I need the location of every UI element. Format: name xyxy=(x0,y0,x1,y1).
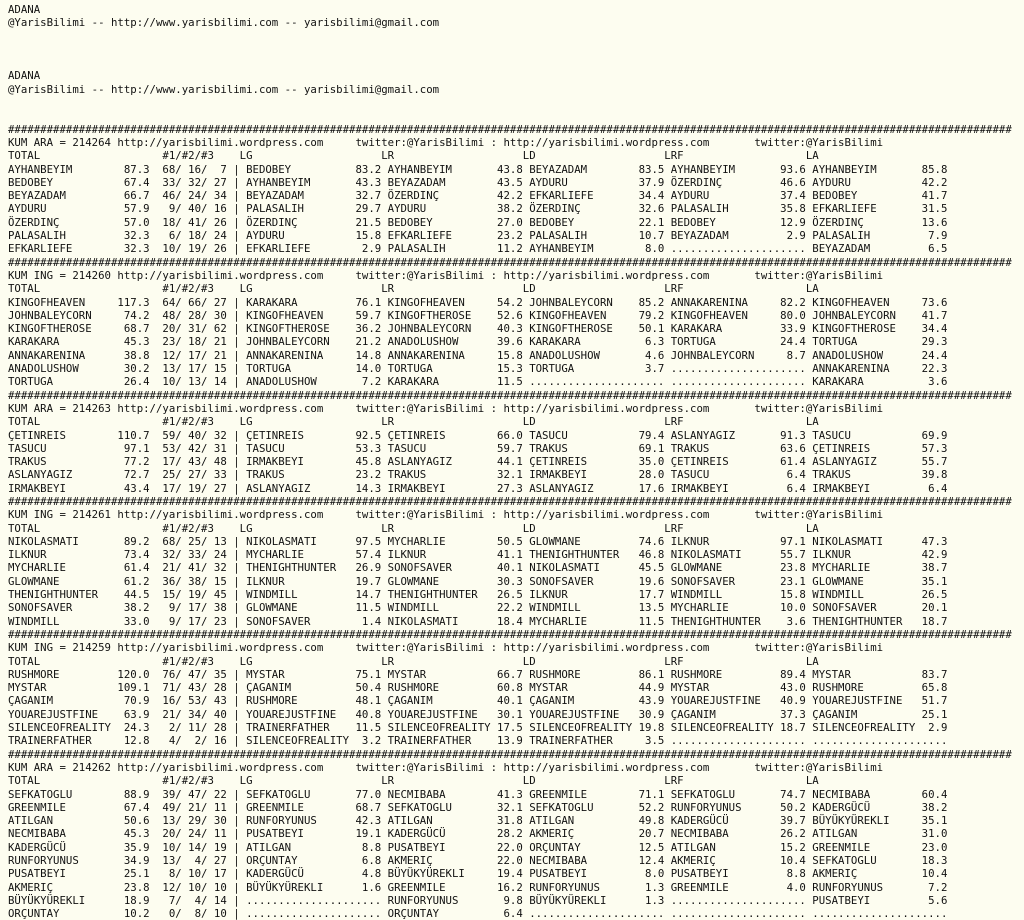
report-line: KUM ARA = 214262 http://yarisbilimi.wordpress.com twitter:@YarisBilimi : http://yarisbilimi.wordpress.com twitter:@YarisBilimi xyxy=(8,760,884,774)
report-line: BEYAZADAM 66.7 46/ 24/ 34 | BEYAZADAM 32.7 ÖZERDINÇ 42.2 EFKARLIEFE 34.4 AYDURU 37.4 BEDOBEY 41.7 xyxy=(8,189,948,203)
report-line: TOTAL #1/#2/#3 LG LR LD LRF LA xyxy=(8,415,819,429)
report-line: KINGOFTHEROSE 68.7 20/ 31/ 62 | KINGOFTHEROSE 36.2 JOHNBALEYCORN 40.3 KINGOFTHEROSE 50.1 KARAKARA 33.9 KINGOFTHEROSE 34.4 xyxy=(8,322,948,336)
report-line: PUSATBEYI 25.1 8/ 10/ 17 | KADERGÜCÜ 4.8 BÜYÜKYÜREKLI 19.4 PUSATBEYI 8.0 PUSATBEYI 8.8 AKMERIÇ 10.4 xyxy=(8,867,948,881)
report-line: TRAINERFATHER 12.8 4/ 2/ 16 | SILENCEOFREALITY 3.2 TRAINERFATHER 13.9 TRAINERFATHER 3.5 ..................... ..................... xyxy=(8,734,948,748)
report-line: TORTUGA 26.4 10/ 13/ 14 | ANADOLUSHOW 7.2 KARAKARA 11.5 ..................... ..................... KARAKARA 3.6 xyxy=(8,375,948,389)
report-line: RUSHMORE 120.0 76/ 47/ 35 | MYSTAR 75.1 MYSTAR 66.7 RUSHMORE 86.1 RUSHMORE 89.4 MYSTAR 83.7 xyxy=(8,667,948,681)
report-line: TOTAL #1/#2/#3 LG LR LD LRF LA xyxy=(8,774,819,788)
report-line: ATILGAN 50.6 13/ 29/ 30 | RUNFORYUNUS 42.3 ATILGAN 31.8 ATILGAN 49.8 KADERGÜCÜ 39.7 BÜYÜKYÜREKLI 35.1 xyxy=(8,814,948,828)
report-line: AYDURU 57.9 9/ 40/ 16 | PALASALIH 29.7 AYDURU 38.2 ÖZERDINÇ 32.6 PALASALIH 35.8 EFKARLIEFE 31.5 xyxy=(8,202,948,216)
report-line: ANADOLUSHOW 30.2 13/ 17/ 15 | TORTUGA 14.0 TORTUGA 15.3 TORTUGA 3.7 ..................... ANNAKARENINA 22.3 xyxy=(8,362,948,376)
report-line xyxy=(8,30,1024,43)
report-line: MYSTAR 109.1 71/ 43/ 28 | ÇAGANIM 50.4 RUSHMORE 60.8 MYSTAR 44.9 MYSTAR 43.0 RUSHMORE 65.8 xyxy=(8,681,948,695)
report-line: ############################################################################################################################################################ xyxy=(8,747,1012,761)
report-line: YOUAREJUSTFINE 63.9 21/ 34/ 40 | YOUAREJUSTFINE 40.8 YOUAREJUSTFINE 30.1 YOUAREJUSTFINE 30.9 ÇAGANIM 37.3 ÇAGANIM 25.1 xyxy=(8,707,948,721)
report-line xyxy=(8,96,1024,109)
report-line: MYCHARLIE 61.4 21/ 41/ 32 | THENIGHTHUNTER 26.9 SONOFSAVER 40.1 NIKOLASMATI 45.5 GLOWMANE 23.8 MYCHARLIE 38.7 xyxy=(8,561,948,575)
report-line: ÇAGANIM 70.9 16/ 53/ 43 | RUSHMORE 48.1 ÇAGANIM 40.1 ÇAGANIM 43.9 YOUAREJUSTFINE 40.9 YOUAREJUSTFINE 51.7 xyxy=(8,694,948,708)
report-line: AKMERIÇ 23.8 12/ 10/ 10 | BÜYÜKYÜREKLI 1.6 GREENMILE 16.2 RUNFORYUNUS 1.3 GREENMILE 4.0 RUNFORYUNUS 7.2 xyxy=(8,880,948,894)
report-line: TOTAL #1/#2/#3 LG LR LD LRF LA xyxy=(8,282,819,296)
report-line: RUNFORYUNUS 34.9 13/ 4/ 27 | ORÇUNTAY 6.8 AKMERIÇ 22.0 NECMIBABA 12.4 AKMERIÇ 10.4 SEFKATOGLU 18.3 xyxy=(8,854,948,867)
report-line: ILKNUR 73.4 32/ 33/ 24 | MYCHARLIE 57.4 ILKNUR 41.1 THENIGHTHUNTER 46.8 NIKOLASMATI 55.7 ILKNUR 42.9 xyxy=(8,548,948,562)
report-line: KARAKARA 45.3 23/ 18/ 21 | JOHNBALEYCORN 21.2 ANADOLUSHOW 39.6 KARAKARA 6.3 TORTUGA 24.4 TORTUGA 29.3 xyxy=(8,335,948,349)
report-line: KUM ARA = 214263 http://yarisbilimi.wordpress.com twitter:@YarisBilimi : http://yarisbilimi.wordpress.com twitter:@YarisBilimi xyxy=(8,401,884,415)
report-line: NIKOLASMATI 89.2 68/ 25/ 13 | NIKOLASMATI 97.5 MYCHARLIE 50.5 GLOWMANE 74.6 ILKNUR 97.1 NIKOLASMATI 47.3 xyxy=(8,534,948,548)
report-line: TOTAL #1/#2/#3 LG LR LD LRF LA xyxy=(8,521,819,535)
report-line: NECMIBABA 45.3 20/ 24/ 11 | PUSATBEYI 19.1 KADERGÜCÜ 28.2 AKMERIÇ 20.7 NECMIBABA 26.2 ATILGAN 31.0 xyxy=(8,827,948,841)
report-line: ############################################################################################################################################################ xyxy=(8,627,1012,641)
report-line: ############################################################################################################################################################ xyxy=(8,494,1012,508)
report-line: ÇETINREIS 110.7 59/ 40/ 32 | ÇETINREIS 92.5 ÇETINREIS 66.0 TASUCU 79.4 ASLANYAGIZ 91.3 TASUCU 69.9 xyxy=(8,428,948,442)
report-line: ############################################################################################################################################################ xyxy=(8,388,1012,402)
report-line: ADANA xyxy=(8,69,41,83)
report-line: KUM ING = 214259 http://yarisbilimi.wordpress.com twitter:@YarisBilimi : http://yarisbilimi.wordpress.com twitter:@YarisBilimi xyxy=(8,641,884,655)
report-line: ASLANYAGIZ 72.7 25/ 27/ 33 | TRAKUS 23.2 TRAKUS 32.1 IRMAKBEYI 28.0 TASUCU 6.4 TRAKUS 39.8 xyxy=(8,468,948,482)
report-line: KUM ARA = 214264 http://yarisbilimi.wordpress.com twitter:@YarisBilimi : http://yarisbilimi.wordpress.com twitter:@YarisBilimi xyxy=(8,135,884,149)
report-line: ANNAKARENINA 38.8 12/ 17/ 21 | ANNAKARENINA 14.8 ANNAKARENINA 15.8 ANADOLUSHOW 4.6 JOHNBALEYCORN 8.7 ANADOLUSHOW 24.4 xyxy=(8,348,948,362)
report-line: @YarisBilimi -- http://www.yarisbilimi.com -- yarisbilimi@gmail.com xyxy=(8,82,440,96)
report-line: @YarisBilimi -- http://www.yarisbilimi.com -- yarisbilimi@gmail.com xyxy=(8,16,440,30)
report-line: SILENCEOFREALITY 24.3 2/ 11/ 28 | TRAINERFATHER 11.5 SILENCEOFREALITY 17.5 SILENCEOFREALITY 19.8 SILENCEOFREALITY 18.7 SILENCEOFREALITY 2.9 xyxy=(8,721,948,735)
report-line: BÜYÜKYÜREKLI 18.9 7/ 4/ 14 | ..................... RUNFORYUNUS 9.8 BÜYÜKYÜREKLI 1.3 ..................... PUSATBEYI 5.6 xyxy=(8,893,948,907)
report-line: SONOFSAVER 38.2 9/ 17/ 38 | GLOWMANE 11.5 WINDMILL 22.2 WINDMILL 13.5 MYCHARLIE 10.0 SONOFSAVER 20.1 xyxy=(8,601,948,615)
report-line: KINGOFHEAVEN 117.3 64/ 66/ 27 | KARAKARA 76.1 KINGOFHEAVEN 54.2 JOHNBALEYCORN 85.2 ANNAKARENINA 82.2 KINGOFHEAVEN 73.6 xyxy=(8,295,948,309)
report-line xyxy=(8,109,1024,122)
report-line: PALASALIH 32.3 6/ 18/ 24 | AYDURU 15.8 EFKARLIEFE 23.2 PALASALIH 10.7 BEYAZADAM 2.9 PALASALIH 7.9 xyxy=(8,229,948,243)
report-line: GREENMILE 67.4 49/ 21/ 11 | GREENMILE 68.7 SEFKATOGLU 32.1 SEFKATOGLU 52.2 RUNFORYUNUS 50.2 KADERGÜCÜ 38.2 xyxy=(8,800,948,814)
report-line: ADANA xyxy=(8,3,41,16)
report-line: EFKARLIEFE 32.3 10/ 19/ 26 | EFKARLIEFE 2.9 PALASALIH 11.2 AYHANBEYIM 8.0 ..................... BEYAZADAM 6.5 xyxy=(8,242,948,256)
report-line: TASUCU 97.1 53/ 42/ 31 | TASUCU 53.3 TASUCU 59.7 TRAKUS 69.1 TRAKUS 63.6 ÇETINREIS 57.3 xyxy=(8,441,948,455)
report-line: KADERGÜCÜ 35.9 10/ 14/ 19 | ATILGAN 8.8 PUSATBEYI 22.0 ORÇUNTAY 12.5 ATILGAN 15.2 GREENMILE 23.0 xyxy=(8,840,948,854)
report-line: JOHNBALEYCORN 74.2 48/ 28/ 30 | KINGOFHEAVEN 59.7 KINGOFTHEROSE 52.6 KINGOFHEAVEN 79.2 KINGOFHEAVEN 80.0 JOHNBALEYCORN 41.7 xyxy=(8,308,948,322)
report-line: IRMAKBEYI 43.4 17/ 19/ 27 | ASLANYAGIZ 14.3 IRMAKBEYI 27.3 ASLANYAGIZ 17.6 IRMAKBEYI 6.4 IRMAKBEYI 6.4 xyxy=(8,481,948,495)
report-line: TOTAL #1/#2/#3 LG LR LD LRF LA xyxy=(8,149,819,163)
report-line: KUM ING = 214260 http://yarisbilimi.wordpress.com twitter:@YarisBilimi : http://yarisbilimi.wordpress.com twitter:@YarisBilimi xyxy=(8,268,884,282)
report-line xyxy=(8,56,1024,69)
report-line: TOTAL #1/#2/#3 LG LR LD LRF LA xyxy=(8,654,819,668)
report-line: BEDOBEY 67.4 33/ 32/ 27 | AYHANBEYIM 43.3 BEYAZADAM 43.5 AYDURU 37.9 ÖZERDINÇ 46.6 AYDURU 42.2 xyxy=(8,175,948,189)
report-line: ORÇUNTAY 10.2 0/ 8/ 10 | ..................... ORÇUNTAY 6.4 ..................... ..................... ..................... xyxy=(8,907,948,920)
report-line: TRAKUS 77.2 17/ 43/ 48 | IRMAKBEYI 45.8 ASLANYAGIZ 44.1 ÇETINREIS 35.0 ÇETINREIS 61.4 ASLANYAGIZ 55.7 xyxy=(8,455,948,469)
report-line xyxy=(8,43,1024,56)
report-line: ############################################################################################################################################################ xyxy=(8,255,1012,269)
report-line: ############################################################################################################################################################ xyxy=(8,122,1012,136)
report-line: THENIGHTHUNTER 44.5 15/ 19/ 45 | WINDMILL 14.7 THENIGHTHUNTER 26.5 ILKNUR 17.7 WINDMILL 15.8 WINDMILL 26.5 xyxy=(8,588,948,602)
report-line: WINDMILL 33.0 9/ 17/ 23 | SONOFSAVER 1.4 NIKOLASMATI 18.4 MYCHARLIE 11.5 THENIGHTHUNTER 3.6 THENIGHTHUNTER 18.7 xyxy=(8,614,948,628)
report-line: SEFKATOGLU 88.9 39/ 47/ 22 | SEFKATOGLU 77.0 NECMIBABA 41.3 GREENMILE 71.1 SEFKATOGLU 74.7 NECMIBABA 60.4 xyxy=(8,787,948,801)
report-line: GLOWMANE 61.2 36/ 38/ 15 | ILKNUR 19.7 GLOWMANE 30.3 SONOFSAVER 19.6 SONOFSAVER 23.1 GLOWMANE 35.1 xyxy=(8,574,948,588)
report-line: KUM ING = 214261 http://yarisbilimi.wordpress.com twitter:@YarisBilimi : http://yarisbilimi.wordpress.com twitter:@YarisBilimi xyxy=(8,508,884,522)
report-line: AYHANBEYIM 87.3 68/ 16/ 7 | BEDOBEY 83.2 AYHANBEYIM 43.8 BEYAZADAM 83.5 AYHANBEYIM 93.6 AYHANBEYIM 85.8 xyxy=(8,162,948,176)
report-line: ÖZERDINÇ 57.0 18/ 41/ 26 | ÖZERDINÇ 21.5 BEDOBEY 27.0 BEDOBEY 22.1 BEDOBEY 12.9 ÖZERDINÇ 13.6 xyxy=(8,215,948,229)
